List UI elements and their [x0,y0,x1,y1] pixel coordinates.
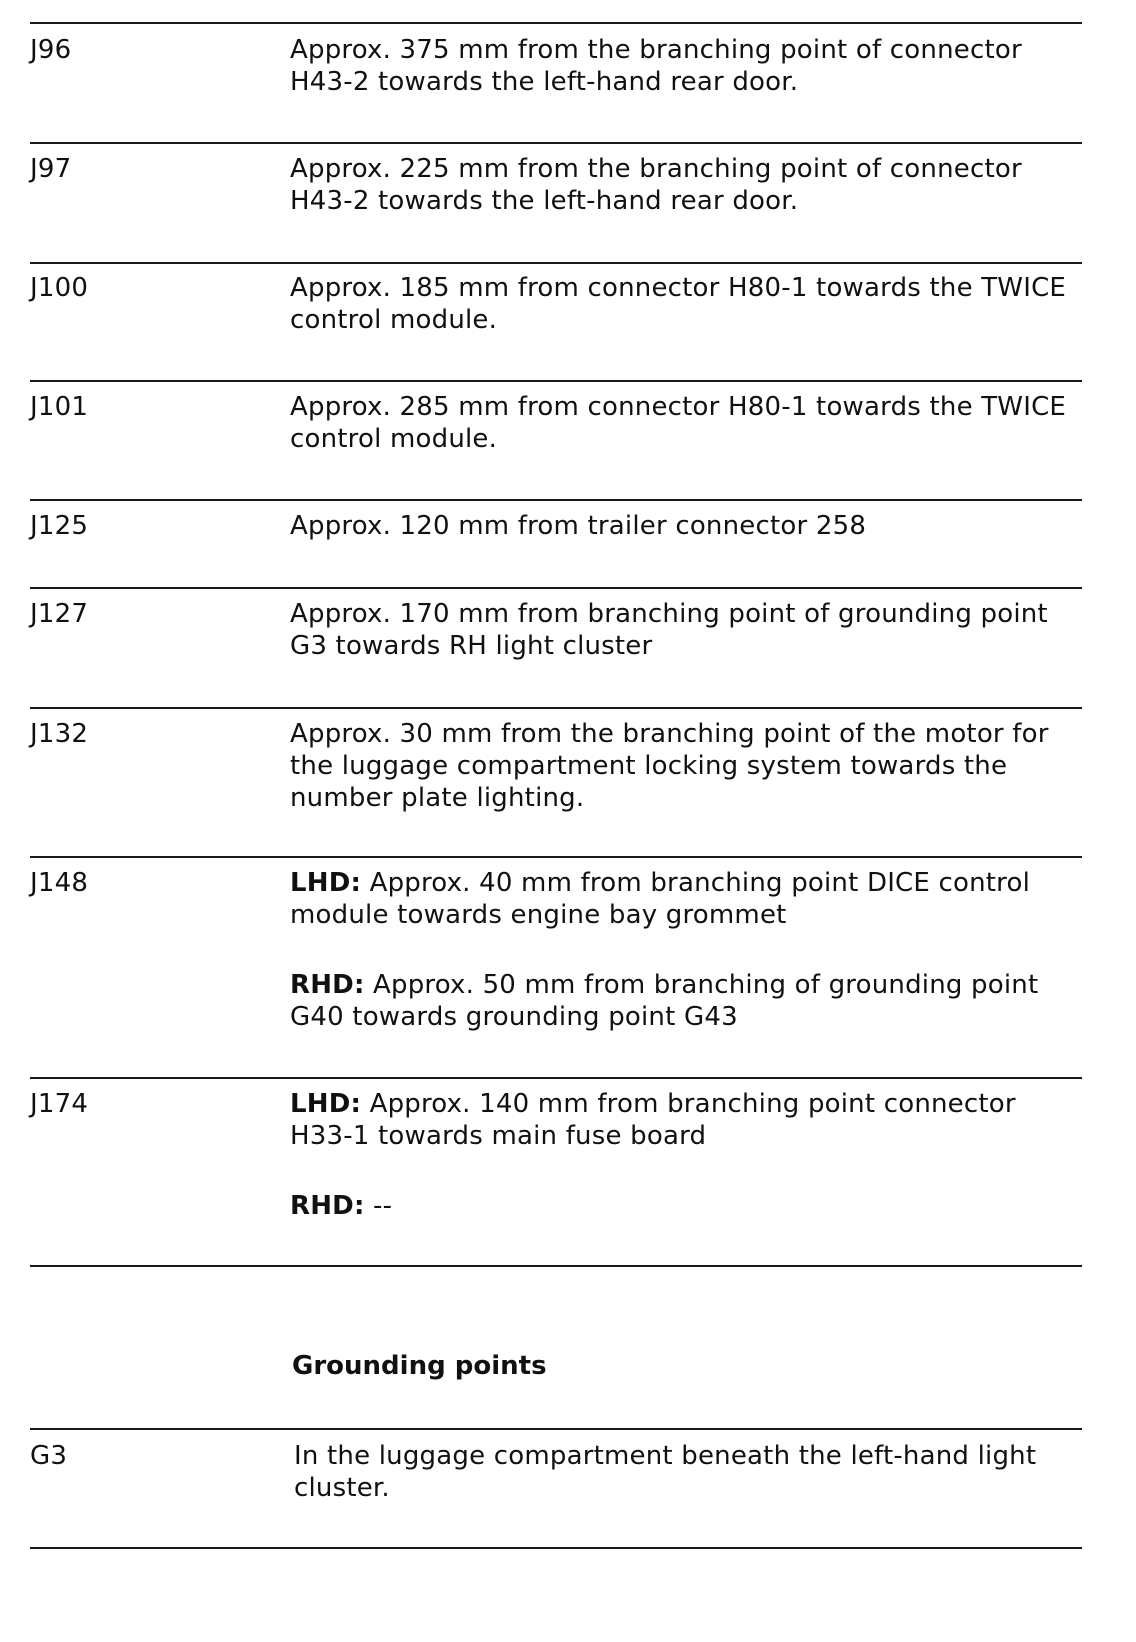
description-text: Approx. 30 mm from the branching point of the motor for the luggage compartment locking system towards the number plate lighting. [290,719,1049,813]
section-heading: Grounding points [292,1351,547,1381]
description-text: Approx. 285 mm from connector H80-1 towards the TWICE control module. [290,392,1067,454]
junction-id: J97 [30,154,72,184]
junction-description [290,718,1080,814]
lhd-label: LHD: [290,868,362,898]
junction-id: J127 [30,599,89,629]
lhd-label: LHD: [290,1089,362,1119]
junction-id: J101 [30,392,89,422]
rhd-label: RHD: [290,1191,365,1221]
junction-id: J132 [30,719,89,749]
table-divider [30,1547,1082,1549]
junction-id: J100 [30,273,89,303]
junction-description [290,867,1080,1033]
rhd-description [290,1190,1080,1222]
lhd-description [290,1088,1080,1152]
table-divider [30,707,1082,709]
junction-id: J174 [30,1089,89,1119]
junction-id: J125 [30,511,89,541]
junction-description [290,598,1080,662]
rhd-text: -- [373,1191,393,1221]
junction-id: J96 [30,35,72,65]
description-text: Approx. 225 mm from the branching point of connector H43-2 towards the left-hand rear door. [290,154,1022,216]
junction-description [290,153,1080,217]
description-text: Approx. 375 mm from the branching point of connector H43-2 towards the left-hand rear door. [290,35,1022,97]
table-divider [30,499,1082,501]
table-divider [30,22,1082,24]
grounding-point-description [294,1440,1084,1504]
rhd-description [290,969,1080,1033]
junction-description [290,510,1080,542]
rhd-text: Approx. 50 mm from branching of grounding point G40 towards grounding point G43 [290,970,1039,1032]
junction-description [290,34,1080,98]
junction-description [290,272,1080,336]
table-divider [30,1077,1082,1079]
description-text: Approx. 120 mm from trailer connector 258 [290,511,867,541]
table-divider [30,1428,1082,1430]
description-text: In the luggage compartment beneath the left-hand light cluster. [294,1441,1037,1503]
table-divider [30,587,1082,589]
lhd-description [290,867,1080,931]
description-text: Approx. 185 mm from connector H80-1 towards the TWICE control module. [290,273,1067,335]
grounding-point-id: G3 [30,1441,68,1471]
lhd-text: Approx. 140 mm from branching point connector H33-1 towards main fuse board [290,1089,1016,1151]
junction-description [290,391,1080,455]
table-divider [30,142,1082,144]
table-divider [30,856,1082,858]
description-text: Approx. 170 mm from branching point of grounding point G3 towards RH light cluster [290,599,1048,661]
junction-id: J148 [30,868,89,898]
lhd-text: Approx. 40 mm from branching point DICE control module towards engine bay grommet [290,868,1031,930]
table-divider [30,262,1082,264]
rhd-label: RHD: [290,970,365,1000]
table-divider [30,380,1082,382]
table-divider [30,1265,1082,1267]
junction-description [290,1088,1080,1222]
